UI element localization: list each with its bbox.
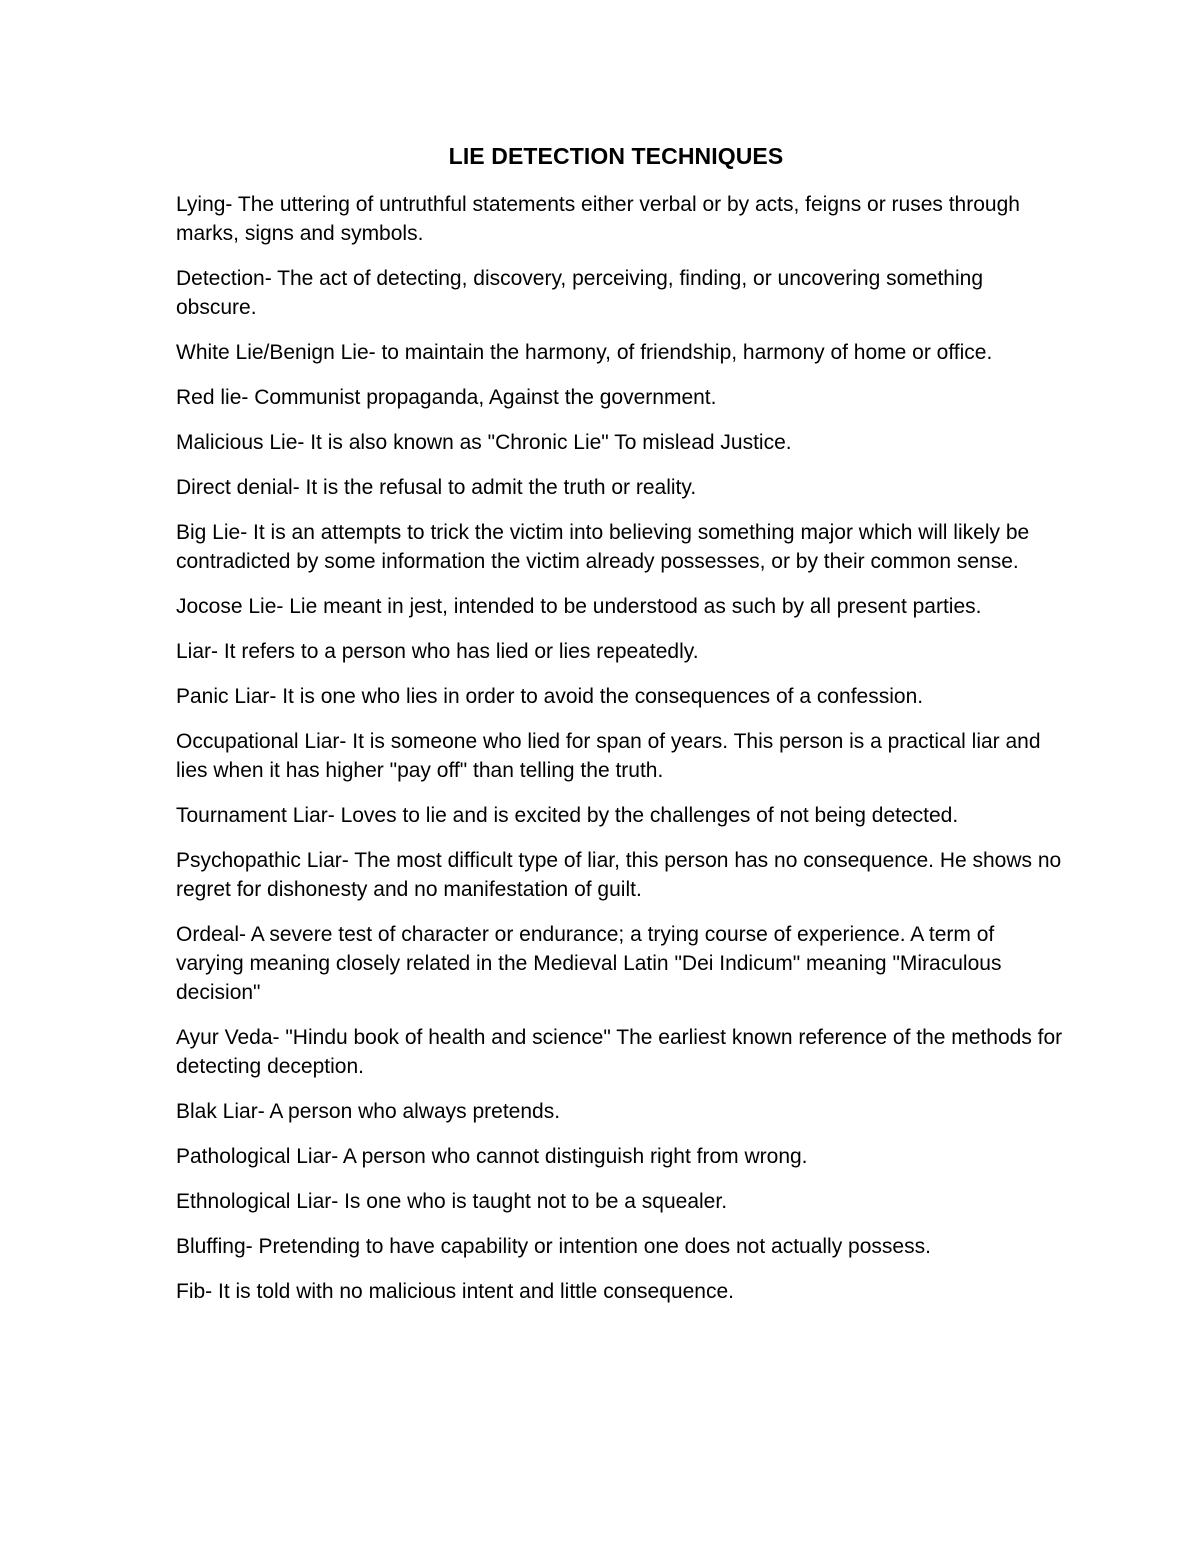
definition-ethnological-liar: Ethnological Liar- Is one who is taught not to be a squealer.	[176, 1190, 728, 1213]
definition-blak-liar: Blak Liar- A person who always pretends.	[176, 1100, 561, 1123]
definition-lying: Lying- The uttering of untruthful statements either verbal or by acts, feigns or ruses through marks, signs and symbols.	[176, 193, 1020, 245]
definition-pathological-liar: Pathological Liar- A person who cannot distinguish right from wrong.	[176, 1145, 808, 1168]
definition-bluffing: Bluffing- Pretending to have capability or intention one does not actually possess.	[176, 1235, 931, 1258]
definition-psychopathic-liar: Psychopathic Liar- The most difficult type of liar, this person has no consequence. He shows no regret for dishonesty and no manifestation of guilt.	[176, 849, 1062, 901]
definition-direct-denial: Direct denial- It is the refusal to admit the truth or reality.	[176, 476, 697, 499]
definition-occupational-liar: Occupational Liar- It is someone who lied for span of years. This person is a practical liar and lies when it has higher "pay off" than telling the truth.	[176, 730, 1041, 782]
definition-big-lie: Big Lie- It is an attempts to trick the victim into believing something major which will likely be contradicted by some information the victim already possesses, or by their common sense.	[176, 521, 1030, 573]
definition-ordeal: Ordeal- A severe test of character or endurance; a trying course of experience. A term of varying meaning closely related in the Medieval Latin "Dei Indicum" meaning "Miraculous decision"	[176, 923, 1002, 1004]
definition-malicious-lie: Malicious Lie- It is also known as "Chronic Lie" To mislead Justice.	[176, 431, 792, 454]
document-title: LIE DETECTION TECHNIQUES	[448, 143, 784, 169]
definition-detection: Detection- The act of detecting, discovery, perceiving, finding, or uncovering something obscure.	[176, 267, 983, 319]
definition-white-lie: White Lie/Benign Lie- to maintain the harmony, of friendship, harmony of home or office.	[176, 341, 993, 364]
definition-liar: Liar- It refers to a person who has lied or lies repeatedly.	[176, 640, 699, 663]
definition-fib: Fib- It is told with no malicious intent and little consequence.	[176, 1280, 734, 1303]
definition-tournament-liar: Tournament Liar- Loves to lie and is excited by the challenges of not being detected.	[176, 804, 959, 827]
document-body	[176, 190, 1064, 1322]
definition-jocose-lie: Jocose Lie- Lie meant in jest, intended to be understood as such by all present parties.	[176, 595, 982, 618]
definition-panic-liar: Panic Liar- It is one who lies in order to avoid the consequences of a confession.	[176, 685, 924, 708]
definition-red-lie: Red lie- Communist propaganda, Against the government.	[176, 386, 717, 409]
definition-ayur-veda: Ayur Veda- "Hindu book of health and science" The earliest known reference of the methods for detecting deception.	[176, 1026, 1063, 1078]
